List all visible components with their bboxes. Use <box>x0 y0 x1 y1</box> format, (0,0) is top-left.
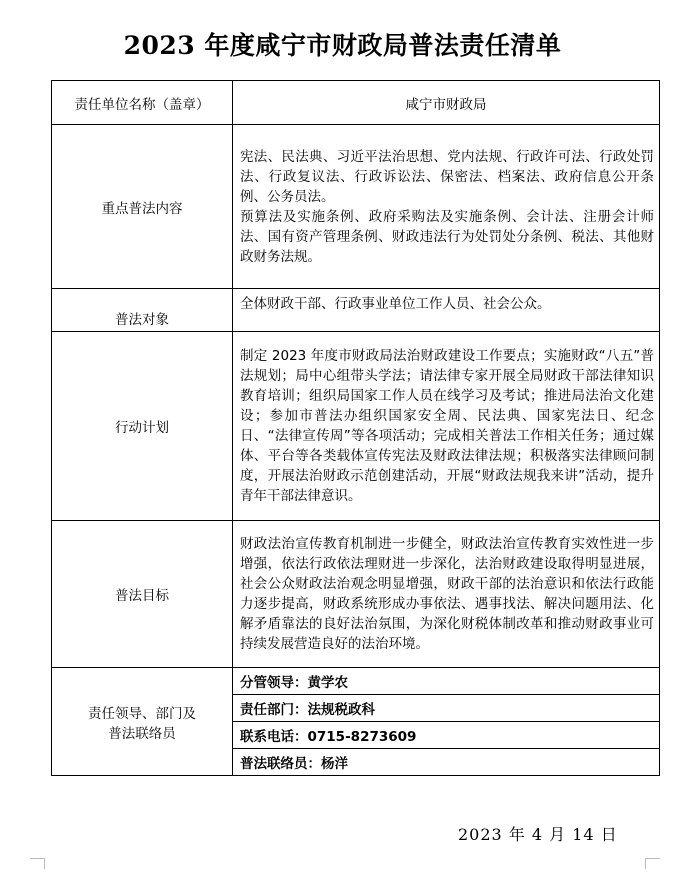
key-content-value <box>233 125 660 289</box>
page-corner-mark-right <box>645 858 660 869</box>
row-leader <box>52 668 660 695</box>
phone-value: 联系电话：0715-8273609 <box>233 722 660 749</box>
leadership-label-line-1: 责任领导、部门及 <box>88 705 196 722</box>
leadership-label <box>52 668 233 776</box>
audience-value: 全体财政干部、行政事业单位工作人员、社会公众。 <box>233 289 660 332</box>
unit-name-value: 咸宁市财政局 <box>233 81 660 125</box>
action-plan-label: 行动计划 <box>52 332 233 521</box>
document-date: 2023 年 4 月 14 日 <box>458 825 618 844</box>
key-content-paragraph-2: 预算法及实施条例、政府采购法及实施条例、会计法、注册会计师法、国有资产管理条例、财政违法行为处罚处分条例、税法、其他财政财务法规。 <box>240 208 654 265</box>
goals-value: 财政法治宣传教育机制进一步健全，财政法治宣传教育实效性进一步增强，依法行政依法理财进一步深化，法治财政建设取得明显进展，社会公众财政法治观念明显增强，财政干部的法治意识和依法行政能力逐步提高，财政系统形成办事依法、遇事找法、解决问题用法、化解矛盾靠法的良好法治氛围，为深化财税体制改革和推动财政事业可持续发展营造良好的法治环境。 <box>233 521 660 668</box>
leadership-label-line-2: 普法联络员 <box>108 725 176 742</box>
leader-value: 分管领导：黄学农 <box>233 668 660 695</box>
row-action-plan <box>52 332 660 521</box>
row-audience <box>52 289 660 332</box>
row-goals <box>52 521 660 668</box>
audience-label: 普法对象 <box>52 289 233 332</box>
document-title: 2023 年度咸宁市财政局普法责任清单 <box>123 31 562 60</box>
responsibility-table <box>51 80 660 776</box>
row-unit-name <box>52 81 660 125</box>
goals-label: 普法目标 <box>52 521 233 668</box>
key-content-label: 重点普法内容 <box>52 125 233 289</box>
liaison-value: 普法联络员：杨洋 <box>233 749 660 776</box>
unit-name-label: 责任单位名称（盖章） <box>52 81 233 125</box>
row-key-content <box>52 125 660 289</box>
department-value: 责任部门：法规税政科 <box>233 695 660 722</box>
action-plan-value: 制定 2023 年度市财政局法治财政建设工作要点；实施财政“八五”普法规划；局中心组带头学法；请法律专家开展全局财政干部法律知识教育培训；组织局国家工作人员在线学习及考试；推进局法治文化建设；参加市普法办组织国家安全周、民法典、国家宪法日、纪念日、“法律宣传周”等各项活动；完成相关普法工作相关任务；通过媒体、平台等各类载体宣传宪法及财政法律法规；积极落实法律顾问制度，开展法治财政示范创建活动，开展“财政法规我来讲”活动，提升青年干部法律意识。 <box>233 332 660 521</box>
page-corner-mark-left <box>30 858 45 869</box>
key-content-paragraph-1: 宪法、民法典、习近平法治思想、党内法规、行政许可法、行政处罚法、行政复议法、行政诉讼法、保密法、档案法、政府信息公开条例、公务员法。 <box>240 148 654 205</box>
